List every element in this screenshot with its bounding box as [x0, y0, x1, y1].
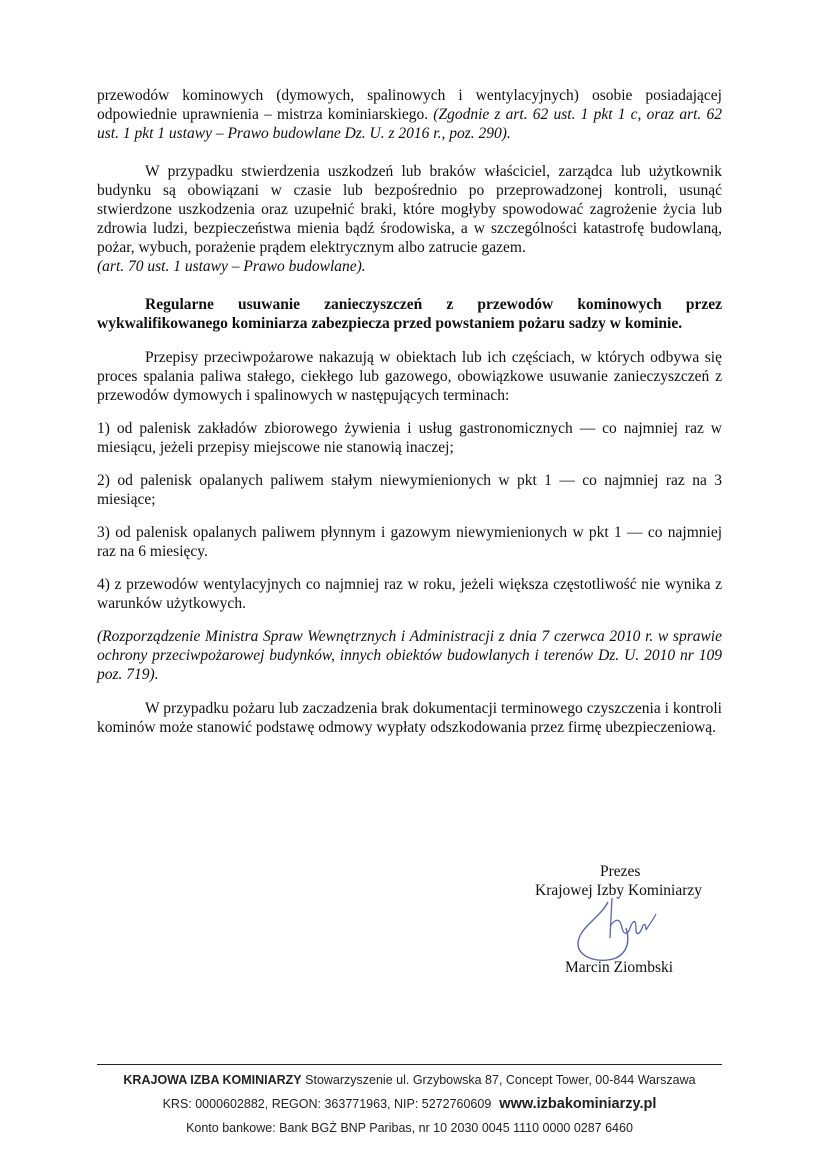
signature-block: [500, 858, 760, 988]
legal-reference-regulation: (Rozporządzenie Ministra Spraw Wewnętrznych i Administracji z dnia 7 czerwca 2010 r. w sprawie ochrony przeciwpożarowej budynków, innych obiektów budowlanych i terenów Dz. U. 2010 nr 109 poz. 719).: [97, 628, 722, 683]
paragraph-emphasis: Regularne usuwanie zanieczyszczeń z przewodów kominowych przez wykwalifikowanego kominiarza zabezpiecza przed powstaniem pożaru sadzy w kominie.: [97, 296, 722, 332]
list-item: 4) z przewodów wentylacyjnych co najmniej raz w roku, jeżeli większa częstotliwość nie wynika z warunków użytkowych.: [97, 576, 722, 612]
legal-reference: (art. 70 ust. 1 ustawy – Prawo budowlane).: [97, 258, 366, 275]
paragraph-text: przewodów kominowych (dymowych, spalinowych i wentylacyjnych) osobie posiadającej odpowiednie uprawnienia – mistrza kominiarskiego.: [97, 87, 722, 123]
list-item: 2) od palenisk opalanych paliwem stałym niewymienionych w pkt 1 — co najmniej raz na 3 miesiące;: [97, 472, 722, 508]
letterhead-footer: [97, 1064, 722, 1136]
footer-bank-account: Konto bankowe: Bank BGŻ BNP Paribas, nr 10 2030 0045 1110 0000 0287 6460: [186, 1121, 633, 1135]
letter-body: [97, 86, 722, 737]
website-link[interactable]: www.izbakominiarzy.pl: [499, 1096, 657, 1112]
list-item: 3) od palenisk opalanych paliwem płynnym i gazowym niewymienionych w pkt 1 — co najmniej raz na 6 miesięcy.: [97, 524, 722, 560]
paragraph-fire-regulations: Przepisy przeciwpożarowe nakazują w obiektach lub ich częściach, w których odbywa się proces spalania paliwa stałego, ciekłego lub gazowego, obowiązkowe usuwanie zanieczyszczeń z przewodów dymowych i spalinowych w następujących terminach:: [97, 349, 722, 404]
signatory-name: Marcin Ziombski: [565, 959, 674, 976]
footer-address-line: [97, 1073, 722, 1088]
paragraph-chimney-inspection: [97, 86, 722, 143]
organization-name: KRAJOWA IZBA KOMINIARZY: [123, 1073, 302, 1087]
paragraph-text: W przypadku stwierdzenia uszkodzeń lub braków właściciel, zarządca lub użytkownik budynku są obowiązani w czasie lub bezpośrednio po przeprowadzonej kontroli, usunąć stwierdzone uszkodzenia oraz uzupełnić braki, które mogłyby spowodować zagrożenie życia lub zdrowia ludzi, bezpieczeństwa mienia bądź środowiska, a w szczególności katastrofę budowlaną, pożar, wybuch, porażenie prądem elektrycznym albo zatrucie gazem.: [97, 163, 722, 256]
paragraph-damage-obligations: [97, 162, 722, 276]
registration-numbers: KRS: 0000602882, REGON: 363771963, NIP: 5272760609: [162, 1097, 492, 1111]
paragraph-insurance: W przypadku pożaru lub zaczadzenia brak dokumentacji terminowego czyszczenia i kontroli kominów może stanowić podstawę odmowy wypłaty odszkodowania przez firmę ubezpieczeniową.: [97, 700, 722, 736]
handwritten-signature: [570, 888, 670, 968]
signatory-organization: Krajowej Izby Kominiarzy: [535, 882, 702, 899]
organization-address: Stowarzyszenie ul. Grzybowska 87, Concept Tower, 00-844 Warszawa: [301, 1073, 696, 1087]
signatory-title: Prezes: [600, 863, 641, 880]
legal-reference: (Zgodnie z art. 62 ust. 1 pkt 1 c, oraz art. 62 ust. 1 pkt 1 ustawy – Prawo budowlane Dz. U. z 2016 r., poz. 290).: [97, 106, 722, 142]
list-item: 1) od palenisk zakładów zbiorowego żywienia i usług gastronomicznych — co najmniej raz w miesiącu, jeżeli przepisy miejscowe nie stanowią inaczej;: [97, 420, 722, 456]
footer-registration-line: [97, 1097, 722, 1112]
